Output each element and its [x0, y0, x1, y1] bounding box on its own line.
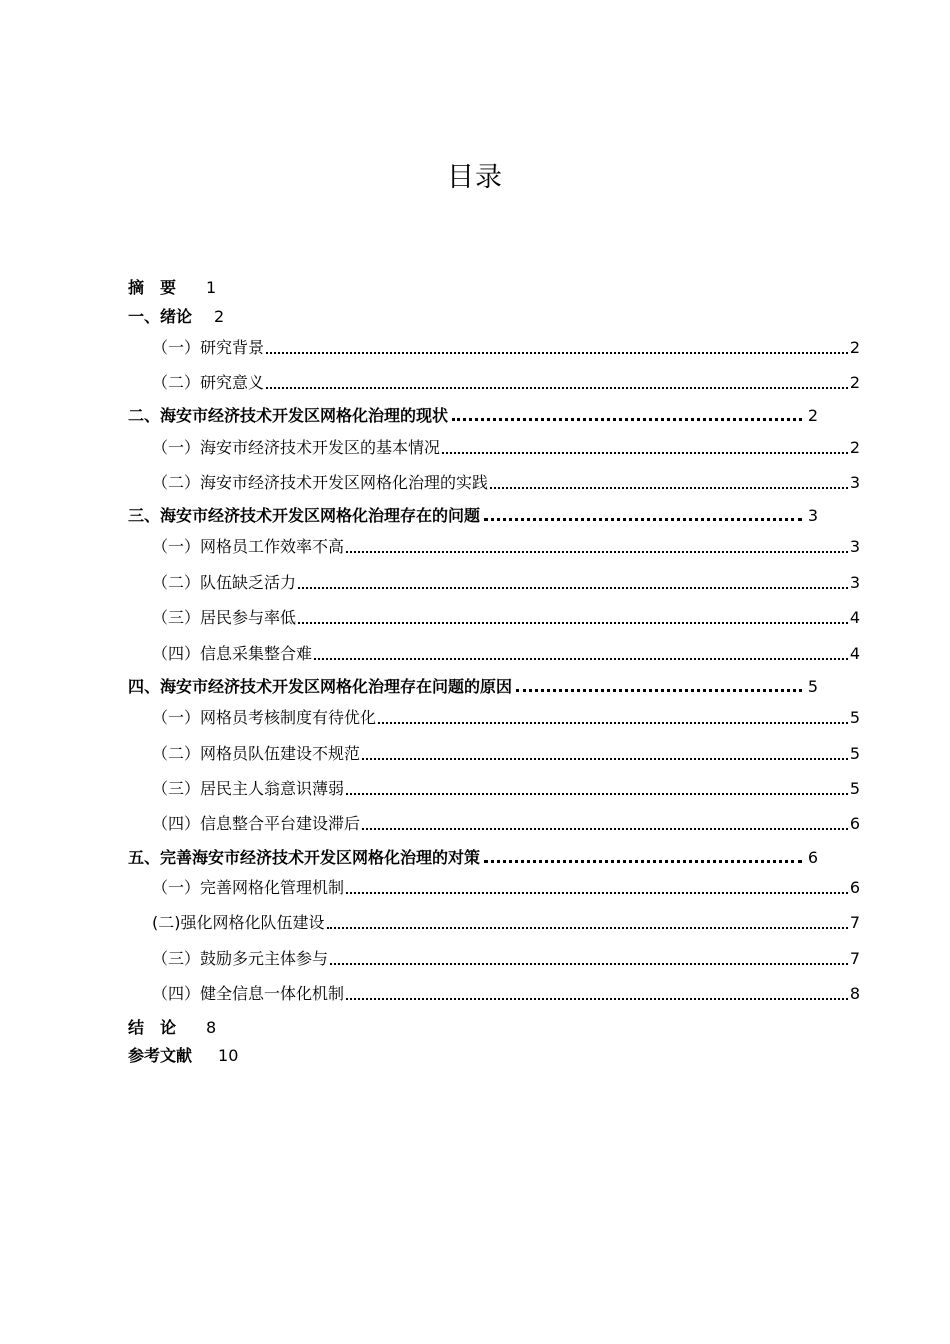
toc-entry[interactable] [128, 1043, 238, 1069]
toc-entry-text: （三）居民参与率低 [152, 608, 297, 627]
toc-entry-text: 二、海安市经济技术开发区网格化治理的现状 [128, 406, 449, 425]
toc-entry-page: 7 [849, 949, 860, 968]
toc-entry-text: （一）完善网格化管理机制 [152, 878, 345, 897]
toc-entry-text: （三）鼓励多元主体参与 [152, 949, 329, 968]
leader-dots [490, 486, 848, 489]
toc-entry-text: 五、完善海安市经济技术开发区网格化治理的对策 [128, 848, 481, 867]
toc-entry[interactable] [152, 641, 860, 667]
toc-entry[interactable] [128, 304, 224, 330]
toc-entry[interactable] [152, 335, 860, 361]
toc-entry-text: （三）居民主人翁意识薄弱 [152, 779, 345, 798]
toc-entry-text: （二）海安市经济技术开发区网格化治理的实践 [152, 473, 489, 492]
toc-entry-text: （四）信息整合平台建设滞后 [152, 814, 361, 833]
leader-dots [362, 827, 848, 830]
toc-entry-text: 摘 要 [128, 278, 177, 297]
toc-entry-text: (二)强化网格化队伍建设 [152, 913, 325, 932]
toc-entry[interactable] [152, 776, 860, 802]
toc-entry-text: 结 论 [128, 1018, 177, 1037]
leader-dots [442, 451, 848, 454]
leader-dots [378, 721, 848, 724]
toc-entry[interactable] [152, 811, 860, 837]
toc-entry-page: 3 [849, 473, 860, 492]
toc-entry-page: 3 [849, 573, 860, 592]
toc-entry-page: 2 [807, 406, 818, 425]
toc-entry-page: 5 [849, 744, 860, 763]
toc-entry[interactable] [128, 674, 818, 700]
toc-entry-page: 6 [849, 878, 860, 897]
leader-dots [452, 417, 802, 421]
toc-entry-text: 参考文献 [128, 1046, 193, 1065]
leader-dots [362, 757, 848, 760]
toc-entry-page: 2 [214, 307, 225, 326]
leader-dots [266, 351, 848, 354]
toc-entry-text: （一）网格员工作效率不高 [152, 537, 345, 556]
toc-entry-page: 3 [807, 506, 818, 525]
toc-entry-text: 一、绪论 [128, 307, 193, 326]
leader-dots [346, 997, 848, 1000]
toc-entry[interactable] [152, 435, 860, 461]
toc-entry[interactable] [128, 1015, 216, 1041]
toc-entry-page: 3 [849, 537, 860, 556]
leader-dots [346, 792, 848, 795]
toc-entry-text: （一）研究背景 [152, 338, 265, 357]
toc-entry[interactable] [152, 370, 860, 396]
toc-entry-page: 1 [206, 278, 217, 297]
toc-entry-text: （四）信息采集整合难 [152, 644, 313, 663]
toc-entry[interactable] [128, 275, 216, 301]
toc-entry[interactable] [128, 503, 818, 529]
toc-entry[interactable] [152, 470, 860, 496]
leader-dots [314, 657, 848, 660]
toc-entry[interactable] [128, 845, 818, 871]
leader-dots [484, 517, 802, 521]
leader-dots [327, 926, 848, 929]
toc-entry[interactable] [152, 910, 860, 936]
toc-entry-text: （二）队伍缺乏活力 [152, 573, 297, 592]
toc-entry[interactable] [128, 403, 818, 429]
toc-entry-text: （二）网格员队伍建设不规范 [152, 744, 361, 763]
toc-entry[interactable] [152, 605, 860, 631]
toc-entry-text: （四）健全信息一体化机制 [152, 984, 345, 1003]
leader-dots [298, 586, 848, 589]
toc-entry-page: 6 [849, 814, 860, 833]
leader-dots [298, 621, 848, 624]
toc-entry-page: 2 [849, 338, 860, 357]
toc-entry[interactable] [152, 946, 860, 972]
toc-entry-page: 2 [849, 373, 860, 392]
toc-entry-text: 三、海安市经济技术开发区网格化治理存在的问题 [128, 506, 481, 525]
toc-entry-page: 10 [218, 1046, 239, 1065]
toc-entry-text: （二）研究意义 [152, 373, 265, 392]
toc-entry-page: 2 [849, 438, 860, 457]
leader-dots [330, 962, 848, 965]
leader-dots [484, 859, 802, 863]
toc-entry-text: （一）海安市经济技术开发区的基本情况 [152, 438, 441, 457]
toc-entry[interactable] [152, 570, 860, 596]
toc-entry-text: （一）网格员考核制度有待优化 [152, 708, 377, 727]
toc-entry-page: 5 [849, 779, 860, 798]
toc-entry[interactable] [152, 981, 860, 1007]
toc-entry-page: 4 [849, 644, 860, 663]
toc-entry-page: 4 [849, 608, 860, 627]
toc-entry[interactable] [152, 741, 860, 767]
toc-title: 目录 [447, 162, 503, 193]
toc-entry-text: 四、海安市经济技术开发区网格化治理存在问题的原因 [128, 677, 513, 696]
toc-entry[interactable] [152, 534, 860, 560]
leader-dots [346, 550, 848, 553]
toc-entry-page: 8 [206, 1018, 217, 1037]
toc-entry-page: 5 [807, 677, 818, 696]
leader-dots [346, 891, 848, 894]
toc-entry-page: 8 [849, 984, 860, 1003]
toc-entry[interactable] [152, 705, 860, 731]
toc-entry-page: 6 [807, 848, 818, 867]
leader-dots [266, 386, 848, 389]
toc-entry-page: 5 [849, 708, 860, 727]
toc-entry-page: 7 [849, 913, 860, 932]
toc-entry[interactable] [152, 875, 860, 901]
leader-dots [516, 688, 802, 692]
